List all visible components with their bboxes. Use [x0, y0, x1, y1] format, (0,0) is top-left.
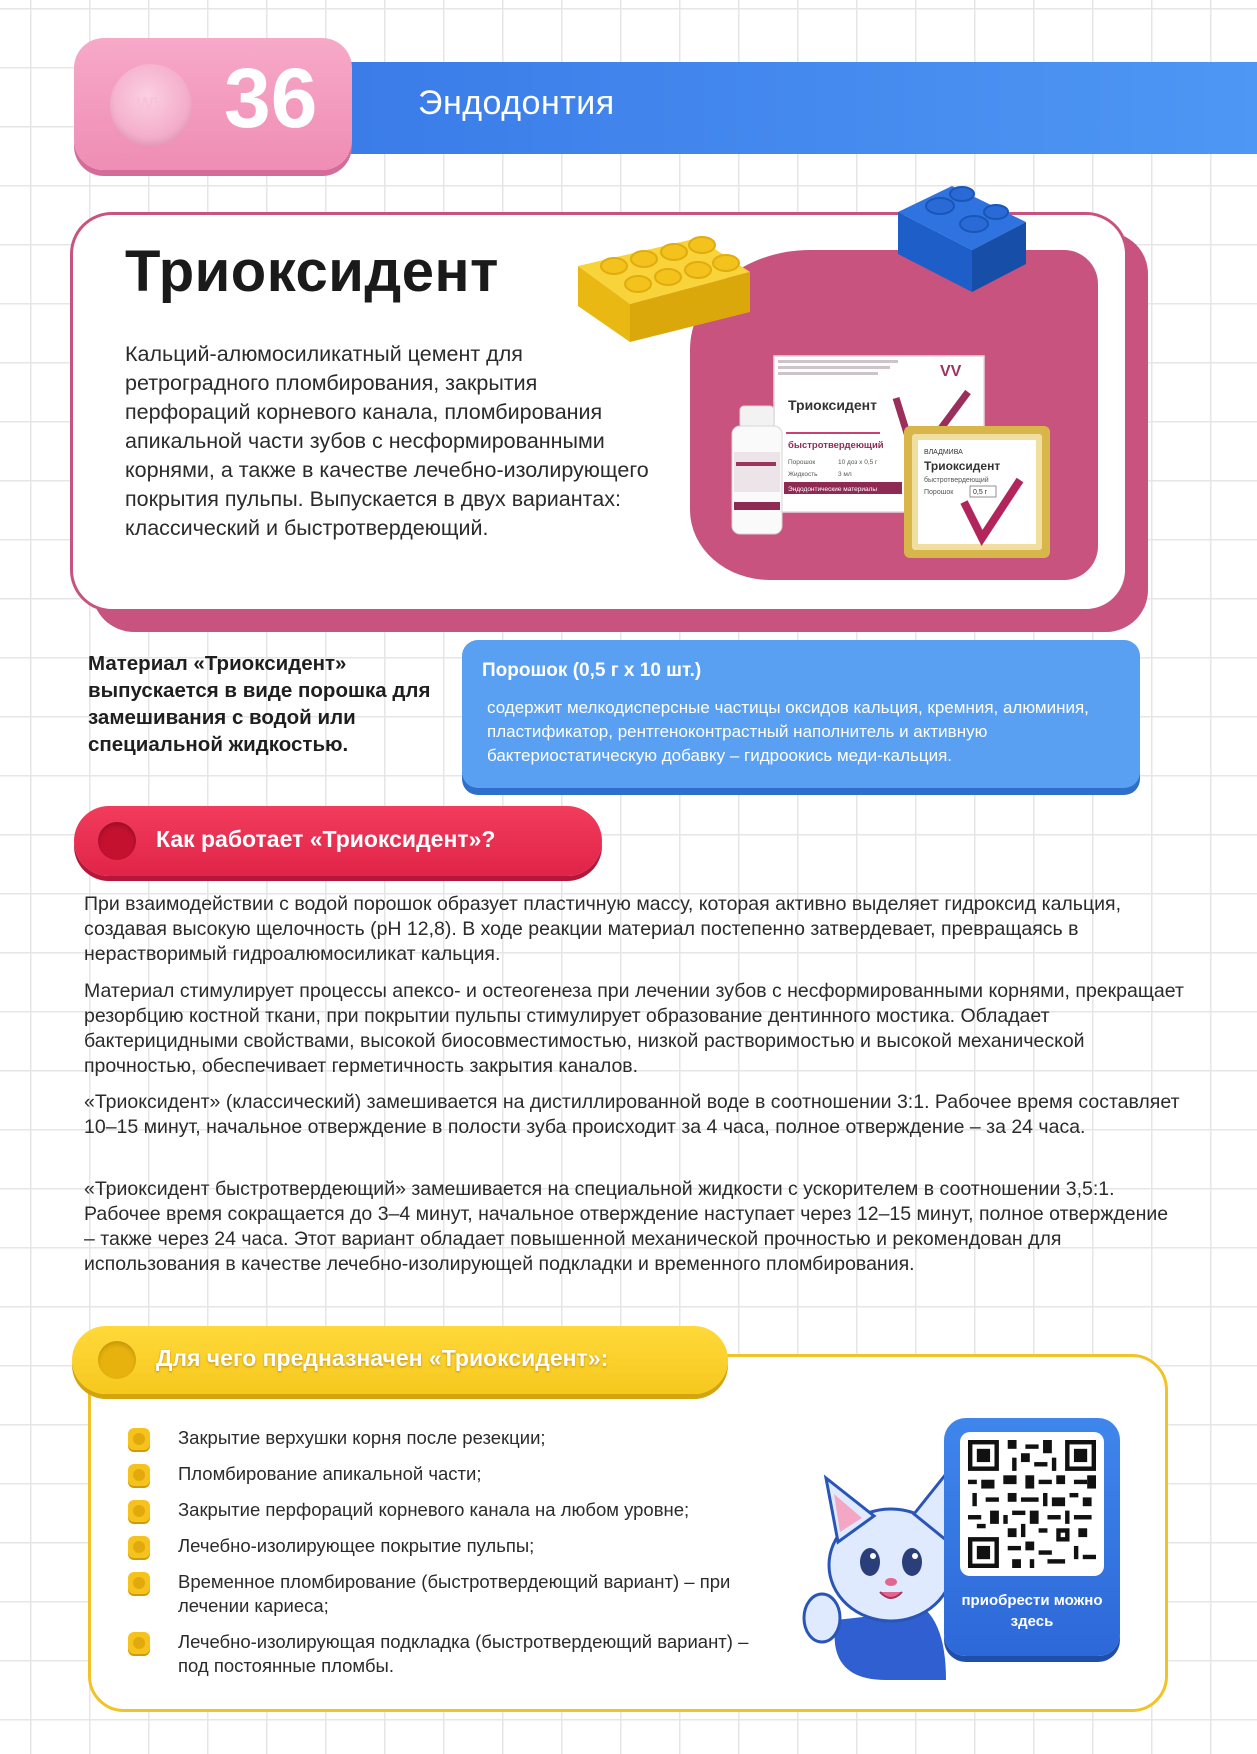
- page-number-badge: [74, 38, 352, 170]
- bullet-icon: [128, 1572, 150, 1594]
- sachet-value: 0,5 г: [973, 489, 988, 496]
- list-item: [128, 1426, 768, 1450]
- qr-code-card[interactable]: [944, 1418, 1120, 1656]
- box-footer: Эндодонтические материалы: [788, 486, 878, 493]
- list-item-text: Закрытие перфораций корневого канала на любом уровне;: [178, 1499, 690, 1520]
- qr-code-icon: [968, 1440, 1096, 1568]
- page-number: 36: [224, 51, 318, 145]
- box-row1: Порошок: [788, 459, 816, 466]
- how-it-works-label: Как работает «Триоксидент»?: [156, 826, 496, 852]
- box-row2: Жидкость: [788, 471, 818, 478]
- blue-lego-brick-icon: [892, 166, 1032, 296]
- yellow-lego-brick-icon: [574, 214, 754, 344]
- list-item: [128, 1462, 768, 1486]
- svg-text:VV: VV: [940, 363, 962, 380]
- section-title: Эндодонтия: [418, 84, 615, 122]
- list-item: [128, 1570, 768, 1618]
- product-description: Кальций-алюмосиликатный цемент для ретроградного пломбирования, закрытия перфораций корневого канала, пломбирования апикальной части зубов с несформированными корнями, а также в качестве лечебно-изолирующего покрытия пульпы. Выпускается в двух вариантах: классический и быстротвердеющий.: [125, 342, 649, 540]
- qr-code[interactable]: [960, 1432, 1104, 1576]
- box-row1-value: 10 доз х 0,5 г: [838, 459, 878, 466]
- how-it-works-paragraph-2: Материал стимулирует процессы апексо- и остеогенеза при лечении зубов с несформированными корнями, прекращает резорбцию костной ткани, при покрытии пульпы стимулирует образование дентинного мостика. Обладает бактерицидными свойствами, высокой биосовместимостью, низкой растворимостью и высокой механической прочностью, обеспечивает герметичность закрытия каналов.: [84, 980, 1184, 1077]
- purpose-heading: [72, 1326, 728, 1394]
- product-packaging-image: [728, 352, 1058, 562]
- heading-dot-icon: [98, 1341, 136, 1379]
- sachet-variant: быстротвердеющий: [924, 477, 989, 484]
- list-item-text: Пломбирование апикальной части;: [178, 1463, 482, 1484]
- box-variant: быстротвердеющий: [788, 440, 884, 451]
- sachet-brand: ВЛАДМИВА: [924, 449, 963, 456]
- brand-logo-stud: [110, 64, 192, 146]
- powder-description: содержит мелкодисперсные частицы оксидов кальция, кремния, алюминия, пластификатор, рентгеноконтрастный наполнитель и активную бактериостатическую добавку – гидроокись меди-кальция.: [487, 698, 1089, 765]
- bullet-icon: [128, 1500, 150, 1522]
- bullet-icon: [128, 1464, 150, 1486]
- powder-title: Порошок (0,5 г х 10 шт.): [482, 660, 702, 681]
- list-item-text: Лечебно-изолирующая подкладка (быстротвердеющий вариант) – под постоянные пломбы.: [178, 1631, 749, 1676]
- list-item: [128, 1630, 768, 1678]
- bullet-icon: [128, 1632, 150, 1654]
- sachet-title: Триоксидент: [924, 459, 1001, 473]
- how-it-works-paragraph-1: При взаимодействии с водой порошок образует пластичную массу, которая активно выделяет гидроксид кальция, создавая высокую щелочность (pH 12,8). В ходе реакции материал постепенно затвердевает, превращаясь в нерастворимый гидроалюмосиликат кальция.: [84, 893, 1121, 965]
- how-it-works-paragraph-3: «Триоксидент» (классический) замешивается на дистиллированной воде в соотношении 3:1. Рабочее время составляет 10–15 минут, начальное отверждение в полости зуба происходит за 4 часа, полное отверждение – за 24 часа.: [84, 1091, 1180, 1138]
- box-row2-value: 3 мл: [838, 471, 852, 478]
- list-item-text: Временное пломбирование (быстротвердеющий вариант) – при лечении кариеса;: [178, 1571, 731, 1616]
- list-item-text: Закрытие верхушки корня после резекции;: [178, 1427, 546, 1448]
- list-item: [128, 1534, 768, 1558]
- box-title: Триоксидент: [788, 397, 877, 413]
- bullet-icon: [128, 1536, 150, 1558]
- material-form-text: Материал «Триоксидент» выпускается в виде порошка для замешивания с водой или специальной жидкостью.: [88, 652, 431, 756]
- heading-dot-icon: [98, 822, 136, 860]
- product-title: Триоксидент: [125, 239, 499, 304]
- how-it-works-heading: [74, 806, 602, 876]
- brand-logo: WV: [136, 94, 166, 114]
- qr-caption: приобрести можно здесь: [961, 1592, 1103, 1630]
- list-item: [128, 1498, 768, 1522]
- bullet-icon: [128, 1428, 150, 1450]
- list-item-text: Лечебно-изолирующее покрытие пульпы;: [178, 1535, 535, 1556]
- purpose-heading-label: Для чего предназначен «Триоксидент»:: [156, 1345, 609, 1371]
- cat-mascot-icon: [796, 1470, 966, 1680]
- sachet-label: Порошок: [924, 489, 954, 496]
- how-it-works-paragraph-4: «Триоксидент быстротвердеющий» замешивается на специальной жидкости с ускорителем в соотношении 3,5:1. Рабочее время сокращается до 3–4 минут, начальное отверждение наступает через 12–15 минут, полное отверждение – также через 24 часа. Этот вариант обладает повышенной механической прочностью и рекомендован для использования в качестве лечебно-изолирующей подкладки и временного пломбирования.: [84, 1178, 1169, 1275]
